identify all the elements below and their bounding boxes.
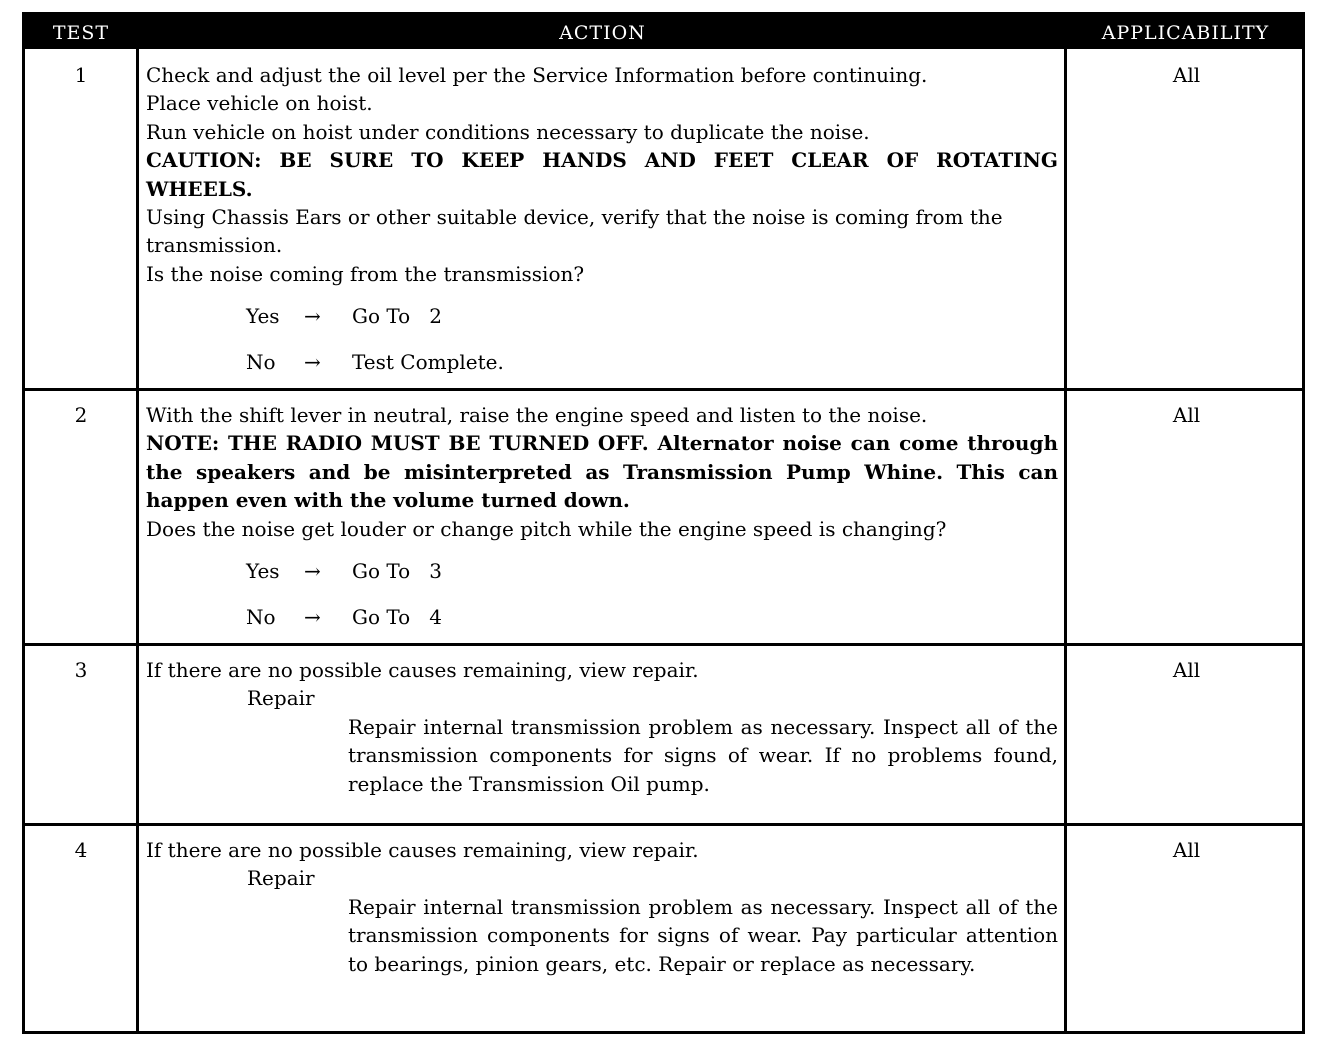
action-cell: [146, 836, 1058, 978]
yes-label: Yes: [246, 304, 280, 329]
action-line: Using Chassis Ears or other suitable device, verify that the noise is coming from the transmission.: [146, 205, 1003, 258]
arrow-icon: →: [304, 559, 321, 584]
yes-target: Go To 2: [352, 304, 442, 329]
diagnostic-table: [22, 12, 1305, 1034]
table-header: [25, 15, 1302, 49]
repair-label: Repair: [247, 866, 315, 891]
yes-branch: [146, 543, 1058, 589]
row-divider: [25, 643, 1302, 646]
column-divider: [136, 49, 139, 1031]
no-label: No: [246, 350, 276, 375]
row-divider: [25, 823, 1302, 826]
row-divider: [25, 388, 1302, 391]
applicability-value: All: [1172, 403, 1201, 427]
header-applicability: APPLICABILITY: [1101, 22, 1270, 44]
action-line: Is the noise coming from the transmission?: [146, 261, 585, 286]
note-text: NOTE: THE RADIO MUST BE TURNED OFF. Alternator noise can come through the speakers and be misinterpreted as Transmission Pump Whine. This can happen even with the volume turned down.: [146, 431, 1058, 513]
no-label: No: [246, 605, 276, 630]
test-number: 3: [74, 658, 88, 682]
action-cell: [146, 61, 1058, 380]
caution-text: CAUTION: BE SURE TO KEEP HANDS AND FEET CLEAR OF ROTATING WHEELS.: [146, 148, 1058, 201]
action-question: Does the noise get louder or change pitch while the engine speed is changing?: [146, 516, 947, 541]
column-divider: [1064, 49, 1067, 1031]
no-target: Test Complete.: [352, 350, 504, 375]
action-line: If there are no possible causes remaining, view repair.: [146, 658, 699, 682]
action-line: Check and adjust the oil level per the Service Information before continuing.: [146, 63, 928, 87]
action-line: Place vehicle on hoist.: [146, 91, 373, 116]
test-number: 2: [74, 403, 88, 427]
no-branch: [146, 334, 1058, 380]
applicability-value: All: [1172, 63, 1201, 87]
yes-label: Yes: [246, 559, 280, 584]
action-line: If there are no possible causes remaining, view repair.: [146, 838, 699, 862]
applicability-value: All: [1172, 658, 1201, 682]
arrow-icon: →: [304, 605, 321, 630]
header-test: TEST: [52, 22, 110, 44]
yes-branch: [146, 288, 1058, 334]
action-cell: [146, 401, 1058, 635]
no-target: Go To 4: [352, 605, 442, 630]
yes-target: Go To 3: [352, 559, 442, 584]
test-number: 4: [74, 838, 88, 862]
action-cell: [146, 656, 1058, 798]
action-line: Run vehicle on hoist under conditions necessary to duplicate the noise.: [146, 119, 870, 144]
repair-text: Repair internal transmission problem as necessary. Inspect all of the transmission components for signs of wear. If no problems found, replace the Transmission Oil pump.: [348, 714, 1058, 796]
no-branch: [146, 589, 1058, 635]
arrow-icon: →: [304, 304, 321, 329]
header-action: ACTION: [559, 22, 646, 44]
arrow-icon: →: [304, 350, 321, 375]
test-number: 1: [74, 63, 88, 87]
action-line: With the shift lever in neutral, raise the engine speed and listen to the noise.: [146, 403, 928, 427]
repair-label: Repair: [247, 686, 315, 711]
applicability-value: All: [1172, 838, 1201, 862]
repair-text: Repair internal transmission problem as necessary. Inspect all of the transmission components for signs of wear. Pay particular attention to bearings, pinion gears, etc. Repair or replace as necessary.: [348, 894, 1058, 976]
